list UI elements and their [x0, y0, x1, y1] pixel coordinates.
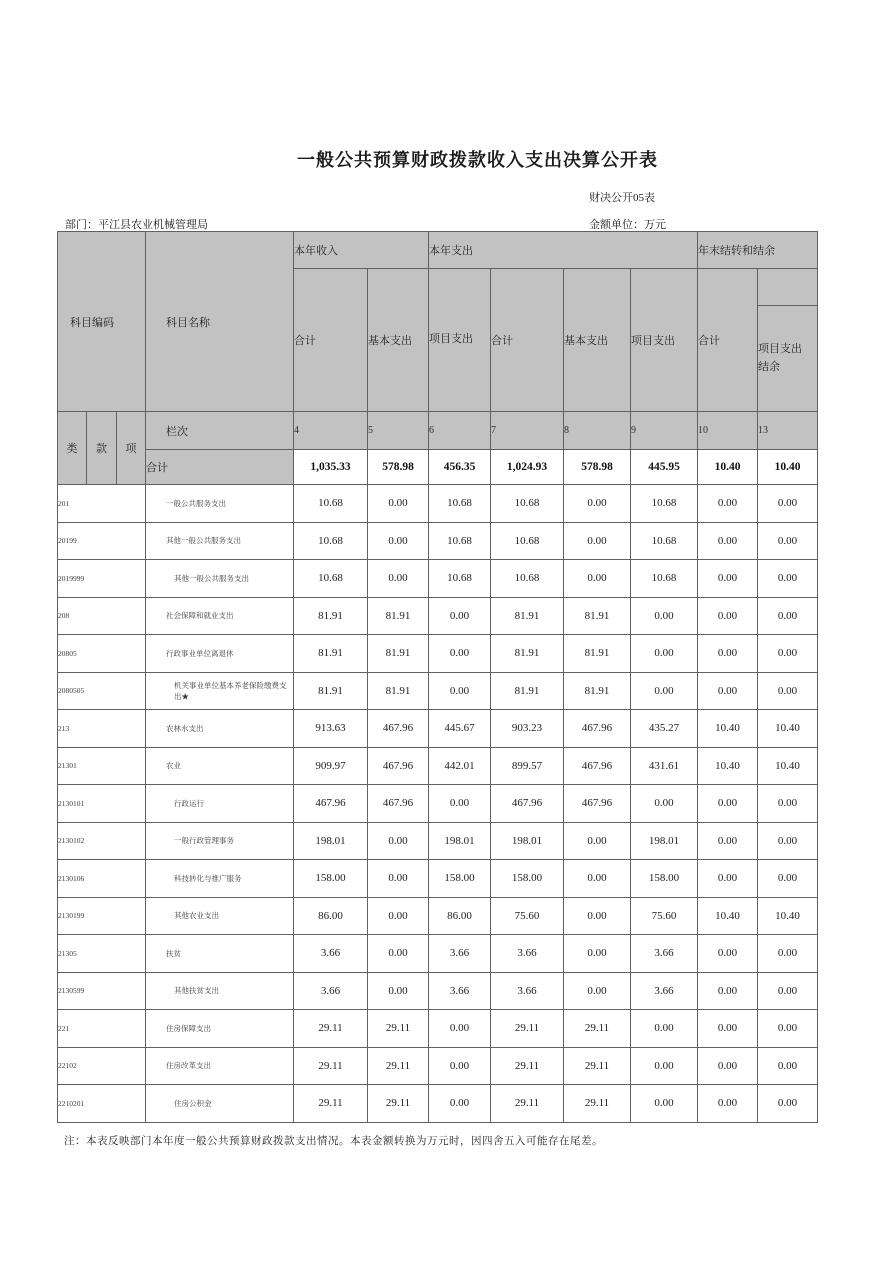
value-cell: 0.00 [698, 597, 758, 635]
table-row [58, 972, 818, 1010]
value-cell: 0.00 [564, 935, 631, 973]
value-cell: 29.11 [368, 1010, 429, 1048]
value-cell: 0.00 [564, 485, 631, 523]
table-row [58, 860, 818, 898]
value-cell: 0.00 [758, 485, 818, 523]
value-cell: 86.00 [294, 897, 368, 935]
value-cell: 81.91 [491, 597, 564, 635]
value-cell: 467.96 [564, 710, 631, 748]
value-cell: 0.00 [564, 972, 631, 1010]
department-label: 部门：平江县农业机械管理局 [65, 219, 208, 231]
empty-header-cell [758, 269, 818, 306]
rank-number: 4 [294, 412, 368, 450]
value-cell: 81.91 [491, 672, 564, 710]
value-cell: 0.00 [698, 560, 758, 598]
header-group-row [58, 232, 818, 269]
value-cell: 29.11 [491, 1085, 564, 1123]
header-expense-project: 项目支出 [631, 269, 698, 412]
subject-code-cell: 21301 [58, 747, 146, 785]
subject-name-cell: 社会保障和就业支出 [146, 597, 294, 635]
value-cell: 81.91 [294, 672, 368, 710]
value-cell: 3.66 [429, 935, 491, 973]
value-cell: 0.00 [758, 597, 818, 635]
subject-name-cell: 一般行政管理事务 [146, 822, 294, 860]
value-cell: 10.68 [631, 522, 698, 560]
value-cell: 3.66 [491, 935, 564, 973]
value-cell: 29.11 [564, 1047, 631, 1085]
header-yearend-total: 合计 [698, 269, 758, 412]
value-cell: 445.67 [429, 710, 491, 748]
value-cell: 29.11 [294, 1010, 368, 1048]
value-cell: 0.00 [758, 935, 818, 973]
value-cell: 158.00 [429, 860, 491, 898]
value-cell: 10.68 [491, 485, 564, 523]
value-cell: 75.60 [491, 897, 564, 935]
rank-number: 5 [368, 412, 429, 450]
value-cell: 10.40 [758, 897, 818, 935]
header-section-col: 款 [87, 412, 117, 485]
value-cell: 467.96 [368, 710, 429, 748]
value-cell: 0.00 [631, 635, 698, 673]
value-cell: 0.00 [758, 560, 818, 598]
subject-name-cell: 住房保障支出 [146, 1010, 294, 1048]
subject-name-cell: 行政事业单位离退休 [146, 635, 294, 673]
header-subject-name: 科目名称 [146, 232, 294, 412]
header-expense-group: 本年支出 [429, 232, 698, 269]
header-item-col: 项 [117, 412, 146, 485]
table-row [58, 710, 818, 748]
value-cell: 81.91 [564, 635, 631, 673]
value-cell: 0.00 [368, 935, 429, 973]
value-cell: 0.00 [698, 485, 758, 523]
table-row [58, 935, 818, 973]
subject-name-cell: 农业 [146, 747, 294, 785]
value-cell: 29.11 [294, 1047, 368, 1085]
value-cell: 3.66 [491, 972, 564, 1010]
value-cell: 10.68 [429, 560, 491, 598]
value-cell: 10.68 [294, 485, 368, 523]
subject-code-cell: 21305 [58, 935, 146, 973]
value-cell: 0.00 [429, 785, 491, 823]
table-row [58, 897, 818, 935]
total-row-label: 合计 [146, 450, 294, 485]
budget-table [57, 231, 818, 1123]
value-cell: 0.00 [698, 1010, 758, 1048]
header-yearend-project-balance: 项目支出结余 [758, 306, 818, 412]
subject-code-cell: 201 [58, 485, 146, 523]
value-cell: 0.00 [368, 897, 429, 935]
footnote: 注：本表反映部门本年度一般公共预算财政拨款支出情况。本表金额转换为万元时，因四舍五入可能存在尾差。 [64, 1136, 603, 1147]
rank-row [58, 412, 818, 450]
value-cell: 10.68 [631, 560, 698, 598]
amount-unit-label: 金额单位：万元 [589, 219, 666, 231]
value-cell: 10.40 [758, 747, 818, 785]
value-cell: 431.61 [631, 747, 698, 785]
value-cell: 0.00 [758, 972, 818, 1010]
subject-code-cell: 2130102 [58, 822, 146, 860]
value-cell: 0.00 [429, 597, 491, 635]
total-value-cell: 456.35 [429, 450, 491, 485]
value-cell: 0.00 [758, 860, 818, 898]
value-cell: 0.00 [758, 672, 818, 710]
value-cell: 81.91 [368, 597, 429, 635]
subject-code-cell: 20199 [58, 522, 146, 560]
value-cell: 3.66 [631, 935, 698, 973]
subject-code-cell: 2130106 [58, 860, 146, 898]
value-cell: 0.00 [698, 1085, 758, 1123]
rank-number: 9 [631, 412, 698, 450]
value-cell: 3.66 [631, 972, 698, 1010]
value-cell: 81.91 [294, 597, 368, 635]
subject-name-cell: 机关事业单位基本养老保险缴费支出★ [146, 672, 294, 710]
value-cell: 81.91 [564, 597, 631, 635]
value-cell: 467.96 [368, 785, 429, 823]
value-cell: 0.00 [368, 972, 429, 1010]
value-cell: 0.00 [698, 1047, 758, 1085]
subject-code-cell: 2080505 [58, 672, 146, 710]
value-cell: 10.40 [698, 710, 758, 748]
table-row [58, 1085, 818, 1123]
value-cell: 0.00 [429, 672, 491, 710]
value-cell: 0.00 [368, 522, 429, 560]
value-cell: 0.00 [631, 1047, 698, 1085]
value-cell: 0.00 [564, 522, 631, 560]
value-cell: 86.00 [429, 897, 491, 935]
value-cell: 0.00 [698, 522, 758, 560]
value-cell: 10.68 [294, 522, 368, 560]
table-row [58, 1010, 818, 1048]
header-expense-total: 合计 [491, 269, 564, 412]
subject-name-cell: 扶贫 [146, 935, 294, 973]
table-row [58, 672, 818, 710]
value-cell: 0.00 [758, 1085, 818, 1123]
value-cell: 0.00 [564, 897, 631, 935]
header-income-basic: 基本支出 [368, 269, 429, 412]
value-cell: 467.96 [294, 785, 368, 823]
header-yearend-group: 年末结转和结余 [698, 232, 818, 269]
subject-name-cell: 住房公积金 [146, 1085, 294, 1123]
total-value-cell: 578.98 [564, 450, 631, 485]
value-cell: 0.00 [368, 860, 429, 898]
table-row [58, 785, 818, 823]
value-cell: 10.68 [429, 485, 491, 523]
value-cell: 81.91 [564, 672, 631, 710]
subject-code-cell: 2130599 [58, 972, 146, 1010]
subject-code-cell: 2130199 [58, 897, 146, 935]
table-row [58, 1047, 818, 1085]
table-row [58, 747, 818, 785]
value-cell: 81.91 [491, 635, 564, 673]
value-cell: 10.68 [294, 560, 368, 598]
value-cell: 0.00 [429, 1010, 491, 1048]
value-cell: 198.01 [294, 822, 368, 860]
value-cell: 0.00 [368, 822, 429, 860]
value-cell: 435.27 [631, 710, 698, 748]
value-cell: 0.00 [758, 1010, 818, 1048]
value-cell: 3.66 [294, 972, 368, 1010]
header-income-total: 合计 [294, 269, 368, 412]
header-subject-code: 科目编码 [58, 232, 146, 412]
value-cell: 158.00 [491, 860, 564, 898]
table-row [58, 522, 818, 560]
value-cell: 0.00 [698, 672, 758, 710]
value-cell: 0.00 [564, 822, 631, 860]
subject-name-cell: 行政运行 [146, 785, 294, 823]
value-cell: 10.68 [429, 522, 491, 560]
subject-code-cell: 2130101 [58, 785, 146, 823]
value-cell: 0.00 [429, 1085, 491, 1123]
value-cell: 909.97 [294, 747, 368, 785]
table-row [58, 560, 818, 598]
header-class-col: 类 [58, 412, 87, 485]
table-row [58, 597, 818, 635]
total-value-cell: 578.98 [368, 450, 429, 485]
value-cell: 0.00 [429, 1047, 491, 1085]
value-cell: 467.96 [491, 785, 564, 823]
total-value-cell: 1,024.93 [491, 450, 564, 485]
value-cell: 0.00 [758, 822, 818, 860]
subject-code-cell: 20805 [58, 635, 146, 673]
rank-number: 8 [564, 412, 631, 450]
value-cell: 467.96 [564, 747, 631, 785]
rank-number: 6 [429, 412, 491, 450]
value-cell: 81.91 [368, 635, 429, 673]
value-cell: 0.00 [631, 1085, 698, 1123]
rank-label: 栏次 [146, 412, 294, 450]
subject-code-cell: 221 [58, 1010, 146, 1048]
subject-code-cell: 22102 [58, 1047, 146, 1085]
header-expense-basic: 基本支出 [564, 269, 631, 412]
total-value-cell: 445.95 [631, 450, 698, 485]
value-cell: 10.40 [698, 897, 758, 935]
value-cell: 0.00 [758, 522, 818, 560]
value-cell: 903.23 [491, 710, 564, 748]
value-cell: 442.01 [429, 747, 491, 785]
value-cell: 29.11 [294, 1085, 368, 1123]
header-income-group: 本年收入 [294, 232, 429, 269]
subject-name-cell: 一般公共服务支出 [146, 485, 294, 523]
value-cell: 0.00 [631, 785, 698, 823]
value-cell: 467.96 [564, 785, 631, 823]
table-row [58, 635, 818, 673]
value-cell: 0.00 [564, 860, 631, 898]
subject-name-cell: 其他扶贫支出 [146, 972, 294, 1010]
value-cell: 29.11 [564, 1010, 631, 1048]
subject-name-cell: 其他一般公共服务支出 [146, 522, 294, 560]
value-cell: 81.91 [294, 635, 368, 673]
value-cell: 29.11 [491, 1010, 564, 1048]
value-cell: 0.00 [698, 935, 758, 973]
table-row [58, 485, 818, 523]
value-cell: 913.63 [294, 710, 368, 748]
value-cell: 10.68 [631, 485, 698, 523]
value-cell: 75.60 [631, 897, 698, 935]
subject-code-cell: 2210201 [58, 1085, 146, 1123]
form-number-label: 财决公开05表 [589, 192, 655, 204]
value-cell: 10.68 [491, 522, 564, 560]
subject-code-cell: 213 [58, 710, 146, 748]
value-cell: 0.00 [368, 485, 429, 523]
rank-number: 7 [491, 412, 564, 450]
grand-total-row [58, 450, 818, 485]
subject-name-cell: 其他农业支出 [146, 897, 294, 935]
table-row [58, 822, 818, 860]
value-cell: 467.96 [368, 747, 429, 785]
value-cell: 0.00 [758, 1047, 818, 1085]
value-cell: 0.00 [429, 635, 491, 673]
value-cell: 3.66 [429, 972, 491, 1010]
value-cell: 10.40 [758, 710, 818, 748]
value-cell: 29.11 [368, 1085, 429, 1123]
value-cell: 81.91 [368, 672, 429, 710]
value-cell: 0.00 [698, 860, 758, 898]
value-cell: 0.00 [631, 672, 698, 710]
value-cell: 10.68 [491, 560, 564, 598]
value-cell: 0.00 [564, 560, 631, 598]
value-cell: 0.00 [698, 822, 758, 860]
total-value-cell: 10.40 [758, 450, 818, 485]
total-value-cell: 1,035.33 [294, 450, 368, 485]
value-cell: 198.01 [631, 822, 698, 860]
header-income-project: 项目支出 [429, 269, 491, 412]
subject-name-cell: 科技转化与推广服务 [146, 860, 294, 898]
value-cell: 0.00 [758, 785, 818, 823]
subject-code-cell: 208 [58, 597, 146, 635]
value-cell: 198.01 [491, 822, 564, 860]
value-cell: 0.00 [698, 785, 758, 823]
rank-number: 13 [758, 412, 818, 450]
value-cell: 29.11 [491, 1047, 564, 1085]
value-cell: 0.00 [631, 1010, 698, 1048]
rank-number: 10 [698, 412, 758, 450]
subject-name-cell: 其他一般公共服务支出 [146, 560, 294, 598]
value-cell: 29.11 [564, 1085, 631, 1123]
value-cell: 0.00 [698, 972, 758, 1010]
total-value-cell: 10.40 [698, 450, 758, 485]
value-cell: 3.66 [294, 935, 368, 973]
value-cell: 158.00 [631, 860, 698, 898]
value-cell: 0.00 [698, 635, 758, 673]
value-cell: 10.40 [698, 747, 758, 785]
page-title: 一般公共预算财政拨款收入支出决算公开表 [297, 150, 658, 170]
value-cell: 0.00 [368, 560, 429, 598]
value-cell: 899.57 [491, 747, 564, 785]
value-cell: 0.00 [758, 635, 818, 673]
value-cell: 158.00 [294, 860, 368, 898]
subject-name-cell: 农林水支出 [146, 710, 294, 748]
subject-name-cell: 住房改革支出 [146, 1047, 294, 1085]
value-cell: 29.11 [368, 1047, 429, 1085]
subject-code-cell: 2019999 [58, 560, 146, 598]
value-cell: 198.01 [429, 822, 491, 860]
value-cell: 0.00 [631, 597, 698, 635]
